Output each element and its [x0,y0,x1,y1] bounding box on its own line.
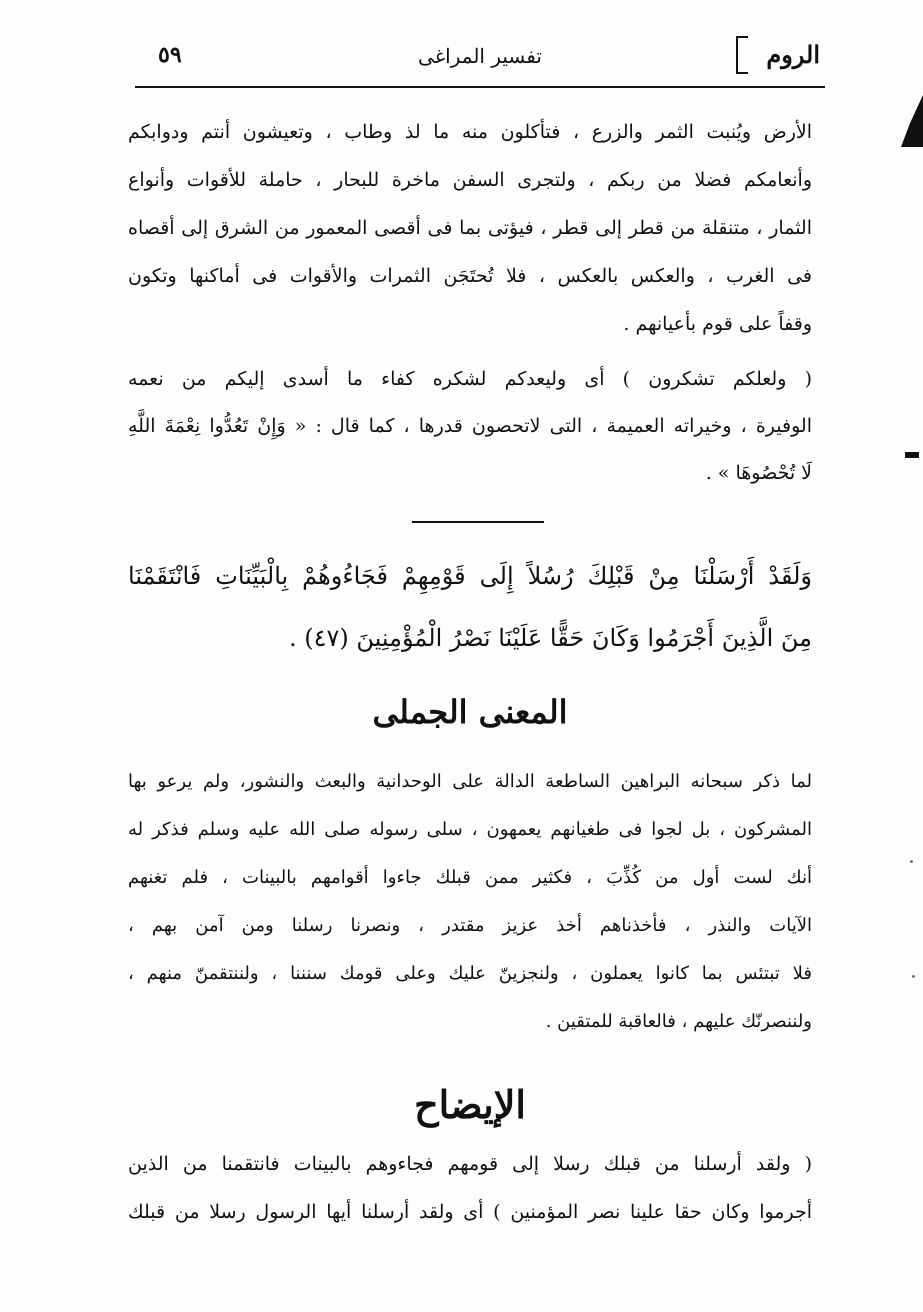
text-line: المشركون ، بل لجوا فى طغيانهم يعمهون ، سلى رسوله صلى الله عليه وسلم فذكر له [128,819,812,840]
verse-line: وَلَقَدْ أَرْسَلْنَا مِنْ قَبْلِكَ رُسُلاً إِلَى قَوْمِهِمْ فَجَاءُوهُمْ بِالْبَيِّنَاتِ فَانْتَقَمْنَا [128,562,812,590]
text-line: الآيات والنذر ، فأخذناهم أخذ عزيز مقتدر ، ونصرنا رسلنا ومن آمن بهم ، [128,915,812,936]
page-number: ٥٩ [158,42,182,68]
text-line: لما ذكر سبحانه البراهين الساطعة الدالة على الوحدانية والبعث والنشور، ولم يرعو بها [128,771,812,792]
heading-general-meaning: المعنى الجملى [372,693,568,731]
text-line: فى الغرب ، والعكس بالعكس ، فلا تُحتَجَن الثمرات والأقوات فى أماكنها وتكون [128,265,812,287]
clarification-paragraph [128,1140,812,1236]
text-line: الثمار ، متنقلة من قطر إلى قطر ، فيؤتى بما فى أقصى المعمور من الشرق إلى أقصاه [128,217,812,239]
tafsir-continuation [128,108,812,348]
text-line: أنك لست أول من كُذِّبَ ، فكثير ممن قبلك جاءوا أقوامهم بالبينات ، فلم تغنهم [128,867,812,888]
section-separator [412,521,544,523]
heading-clarification: الإيضاح [414,1082,526,1127]
text-line: وأنعامكم فضلا من ربكم ، ولتجرى السفن ماخرة للبحار ، حاملة للأقوات وأنواع [128,169,812,191]
surah-name: الروم [766,40,820,69]
scan-speck [912,975,915,978]
text-line: ولننصرنّك عليهم ، فالعاقبة للمتقين . [545,1011,812,1032]
running-title: تفسير المراغى [418,44,542,68]
scan-speck [910,860,913,863]
text-line: أجرموا وكان حقا علينا نصر المؤمنين ) أى ولقد أرسلنا أيها الرسول رسلا من قبلك [128,1201,812,1223]
text-line: لَا تُحْصُوهَا » . [705,462,812,484]
header-rule [135,86,825,88]
general-meaning-paragraph [128,758,812,1046]
text-line: ( ولقد أرسلنا من قبلك رسلا إلى قومهم فجاءوهم بالبينات فانتقمنا من الذين [128,1153,812,1175]
commentary-paragraph [128,356,812,497]
text-line: الأرض ويُنبت الثمر والزرع ، فتأكلون منه ما لذ وطاب ، وتعيشون أنتم ودوابكم [128,121,812,143]
scan-edge-mark [901,95,923,147]
text-line: وقفاً على قوم بأعيانهم . [623,313,812,335]
quran-verse [128,545,812,669]
text-line: ( ولعلكم تشكرون ) أى وليعدكم لشكره كفاء ما أسدى إليكم من نعمه [128,368,812,390]
page-header [140,36,820,86]
text-line: فلا تبتئس بما كانوا يعملون ، ولنجزينّ عليك وعلى قومك سنننا ، ولننتقمنّ منهم ، [128,963,812,984]
text-line: الوفيرة ، وخيراته العميمة ، التى لاتحصون قدرها ، كما قال : « وَإِنْ تَعُدُّوا نِعْمَةَ اللَّهِ [128,415,812,437]
verse-line: مِنَ الَّذِينَ أَجْرَمُوا وَكَانَ حَقًّا عَلَيْنَا نَصْرُ الْمُؤْمِنِينَ (٤٧) . [288,624,812,652]
scan-margin-mark [905,452,919,458]
